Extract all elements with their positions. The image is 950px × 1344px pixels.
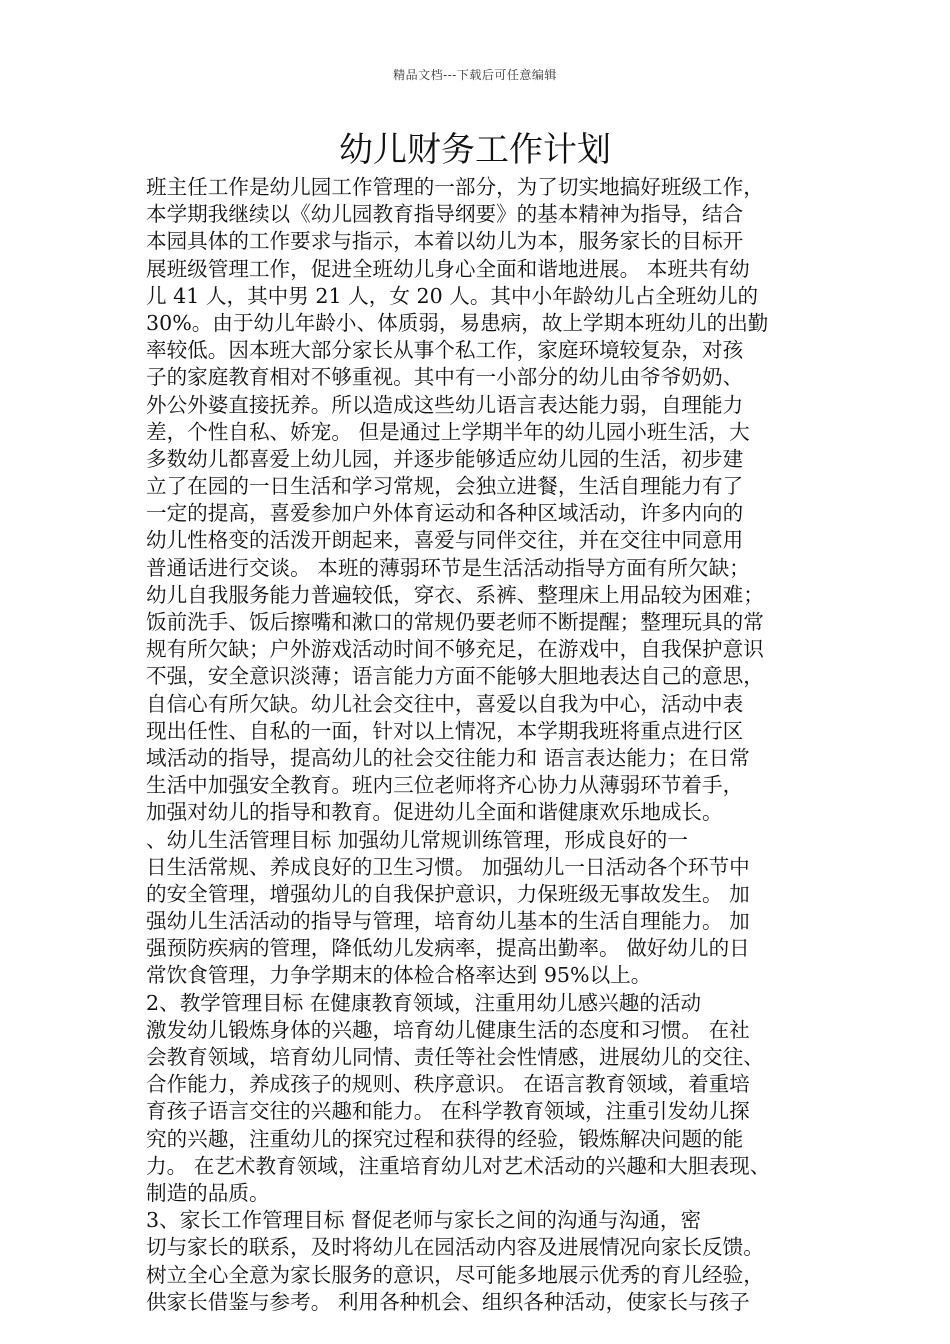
body-text-line: 规有所欠缺；户外游戏活动时间不够充足，在游戏中，自我保护意识	[146, 637, 764, 662]
body-text-line: 、幼儿生活管理目标 加强幼儿常规训练管理，形成良好的一	[146, 827, 688, 852]
body-text-line: 树立全心全意为家长服务的意识，尽可能多地展示优秀的育儿经验，	[146, 1262, 764, 1287]
body-text-line: 日生活常规、养成良好的卫生习惯。 加强幼儿一日活动各个环节中	[146, 854, 750, 879]
body-text-line: 生活中加强安全教育。班内三位老师将齐心协力从薄弱环节着手，	[146, 773, 744, 798]
body-text-line: 加强对幼儿的指导和教育。促进幼儿全面和谐健康欢乐地成长。	[146, 800, 723, 825]
body-text-line: 力。 在艺术教育领域，注重培育幼儿对艺术活动的兴趣和大胆表现、	[146, 1153, 771, 1178]
body-text-line: 究的兴趣，注重幼儿的探究过程和获得的经验，锻炼解决问题的能	[146, 1126, 744, 1151]
body-text-line: 本园具体的工作要求与指示，本着以幼儿为本，服务家长的目标开	[146, 229, 744, 254]
body-text-line: 普通话进行交谈。 本班的薄弱环节是生活活动指导方面有所欠缺；	[146, 555, 750, 580]
body-text-line: 幼儿性格变的活泼开朗起来，喜爱与同伴交往，并在交往中同意用	[146, 528, 744, 553]
body-text-line: 班主任工作是幼儿园工作管理的一部分，为了切实地搞好班级工作，	[146, 175, 764, 199]
body-text-line: 差，个性自私、娇宠。 但是通过上学期半年的幼儿园小班生活，大	[146, 419, 750, 444]
document-body	[146, 174, 822, 1316]
body-text-line: 强幼儿生活活动的指导与管理，培育幼儿基本的生活自理能力。 加	[146, 909, 750, 934]
body-text-line: 幼儿自我服务能力普遍较低，穿衣、系裤、整理床上用品较为困难；	[146, 582, 764, 607]
body-text-line: 现出任性、自私的一面，针对以上情况，本学期我班将重点进行区	[146, 718, 744, 743]
body-text-line: 供家长借鉴与参考。 利用各种机会、组织各种活动，使家长与孩子	[146, 1289, 750, 1314]
body-text-line: 子的家庭教育相对不够重视。其中有一小部分的幼儿由爷爷奶奶、	[146, 365, 744, 390]
body-text-line: 会教育领域，培育幼儿同情、责任等社会性情感，进展幼儿的交往、	[146, 1045, 764, 1069]
body-text-line: 展班级管理工作，促进全班幼儿身心全面和谐地进展。 本班共有幼	[146, 256, 750, 281]
body-text-line: 儿 41 人，其中男 21 人，女 20 人。其中小年龄幼儿占全班幼儿的	[146, 283, 759, 308]
body-text-line: 域活动的指导，提高幼儿的社会交往能力和 语言表达能力；在日常	[146, 745, 750, 770]
body-text-line: 育孩子语言交往的兴趣和能力。 在科学教育领域，注重引发幼儿探	[146, 1099, 750, 1124]
body-text-line: 合作能力，养成孩子的规则、秩序意识。 在语言教育领域，着重培	[146, 1072, 750, 1097]
body-text-line: 一定的提高，喜爱参加户外体育运动和各种区域活动，许多内向的	[146, 501, 744, 526]
body-text-line: 激发幼儿锻炼身体的兴趣，培育幼儿健康生活的态度和习惯。 在社	[146, 1017, 750, 1042]
body-text-line: 制造的品质。	[146, 1180, 270, 1205]
body-text-line: 率较低。因本班大部分家长从事个私工作，家庭环境较复杂，对孩	[146, 338, 744, 363]
body-text-line: 外公外婆直接抚养。所以造成这些幼儿语言表达能力弱，自理能力	[146, 392, 744, 417]
body-text-line: 不强，安全意识淡薄；语言能力方面不能够大胆地表达自己的意思，	[146, 664, 764, 689]
body-text-line: 饭前洗手、饭后擦嘴和漱口的常规仍要老师不断提醒；整理玩具的常	[146, 610, 764, 634]
body-text-line: 多数幼儿都喜爱上幼儿园，并逐步能够适应幼儿园的生活，初步建	[146, 446, 744, 471]
body-text-line: 的安全管理，增强幼儿的自我保护意识，力保班级无事故发生。 加	[146, 881, 750, 906]
body-text-line: 本学期我继续以《幼儿园教育指导纲要》的基本精神为指导，结合	[146, 202, 744, 227]
body-text-line: 切与家长的联系，及时将幼儿在园活动内容及进展情况向家长反馈。	[146, 1235, 764, 1260]
body-text-line: 30%。由于幼儿年龄小、体质弱，易患病，故上学期本班幼儿的出勤	[146, 310, 769, 335]
body-text-line: 3、家长工作管理目标 督促老师与家长之间的沟通与沟通，密	[146, 1208, 702, 1233]
body-text-line: 2、教学管理目标 在健康教育领域，注重用幼儿感兴趣的活动	[146, 990, 702, 1015]
page-header-note: 精品文档---下载后可任意编辑	[393, 68, 557, 82]
body-text-line: 立了在园的一日生活和学习常规，会独立进餐，生活自理能力有了	[146, 474, 744, 499]
body-text-line: 常饮食管理，力争学期末的体检合格率达到 95%以上。	[146, 963, 652, 988]
document-title: 幼儿财务工作计划	[339, 130, 611, 170]
body-text-line: 强预防疾病的管理，降低幼儿发病率，提高出勤率。 做好幼儿的日	[146, 936, 750, 961]
body-text-line: 自信心有所欠缺。幼儿社会交往中，喜爱以自我为中心，活动中表	[146, 691, 744, 716]
